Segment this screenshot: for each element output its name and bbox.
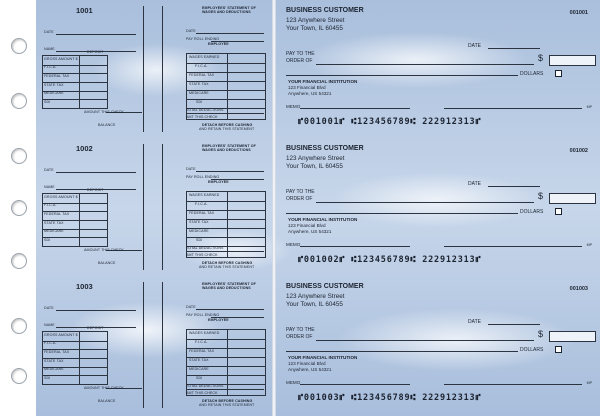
mp-label: MP [586,381,592,385]
fica-label: F.I.C.A. [44,203,57,207]
wages-earned-label: WAGES EARNED [189,55,220,59]
statement-title: EMPLOYEES' STATEMENT OF [202,282,256,286]
pay-roll-ending-label: PAY ROLL ENDING [186,313,220,317]
sdi-label: SDI [44,100,51,104]
employee-label: EMPLOYEE [208,42,229,46]
bank-address-line1: 123 Financial Blvd [288,223,326,228]
wages-state-label: STATE TAX [189,82,209,86]
order-of-label: ORDER OF [286,58,313,64]
wages-fica-label: F.I.C.A. [195,340,208,344]
bank-address-line1: 123 Financial Blvd [288,361,326,366]
mp-label: MP [586,105,592,109]
business-name: BUSINESS CUSTOMER [286,145,364,152]
date-label: DATE [468,319,481,325]
retain-instruction: AND RETAIN THIS STATEMENT [199,403,255,407]
amount-box [549,55,596,66]
state-tax-label: STATE TAX [44,359,64,363]
statement-title: EMPLOYEES' STATEMENT OF [202,6,256,10]
detach-instruction: DETACH BEFORE CASHING [202,261,253,265]
dollar-sign: $ [538,191,544,201]
detach-instruction: DETACH BEFORE CASHING [202,123,253,127]
stub-deposit-label: DEPOSIT [87,188,104,192]
stub-date-label: DATE [44,168,54,172]
wages-fica-label: F.I.C.A. [195,64,208,68]
dollar-sign: $ [538,53,544,63]
stub-column [36,0,272,416]
total-deductions-label: TOTAL DEDUCTIONS [186,246,224,250]
amt-this-check-label: AMT THIS CHECK [186,253,218,257]
sdi-label: SDI [44,376,51,380]
employee-label: EMPLOYEE [208,318,229,322]
state-tax-label: STATE TAX [44,221,64,225]
payroll-stub [36,0,272,138]
stub-date-label: DATE [44,306,54,310]
right-date-label: DATE [186,305,196,309]
balance-label: BALANCE [98,123,116,127]
bank-address-line2: Anywhere, US 54321 [288,91,332,96]
business-address-line2: Your Town, IL 60455 [286,301,343,308]
binder-hole [11,93,27,109]
detach-instruction: DETACH BEFORE CASHING [202,399,253,403]
business-name: BUSINESS CUSTOMER [286,283,364,290]
wages-medicare-label: MEDICARE [189,229,209,233]
dollar-sign: $ [538,329,544,339]
payroll-stub [36,276,272,414]
mp-label: MP [586,243,592,247]
bank-name: YOUR FINANCIAL INSTITUTION [288,79,358,84]
deduction-table [42,331,108,385]
amt-this-check-label: AMT THIS CHECK [186,115,218,119]
wages-sdi-label: SDI [196,100,203,104]
payroll-stub [36,138,272,276]
wages-sdi-label: SDI [196,238,203,242]
pay-to-label: PAY TO THE [286,189,315,195]
total-deductions-label: TOTAL DEDUCTIONS [186,384,224,388]
bank-name: YOUR FINANCIAL INSTITUTION [288,217,358,222]
stub-deposit-label: DEPOSIT [87,326,104,330]
medicare-label: MEDICARE [44,367,64,371]
medicare-label: MEDICARE [44,91,64,95]
memo-label: MEMO [286,380,301,385]
stub-date-label: DATE [44,30,54,34]
employee-label: EMPLOYEE [208,180,229,184]
bank-address-line2: Anywhere, US 54321 [288,229,332,234]
wages-medicare-label: MEDICARE [189,91,209,95]
order-of-label: ORDER OF [286,196,313,202]
wages-earned-label: WAGES EARNED [189,331,220,335]
retain-instruction: AND RETAIN THIS STATEMENT [199,265,255,269]
check-sheet [36,0,600,416]
statement-subtitle: WAGES AND DEDUCTIONS [202,148,251,152]
binder-hole [11,38,27,54]
wages-federal-label: FEDERAL TAX [189,73,215,77]
gross-amount-label: GROSS AMOUNT $ [44,333,78,337]
balance-label: BALANCE [98,399,116,403]
binder-hole [11,200,27,216]
check [276,276,600,414]
pay-roll-ending-label: PAY ROLL ENDING [186,175,220,179]
micr-line: ⑈001002⑈ ⑆123456789⑆ 222912313⑈ [298,255,482,265]
security-lock-icon [555,70,562,77]
wages-sdi-label: SDI [196,376,203,380]
memo-label: MEMO [286,104,301,109]
stub-deposit-label: DEPOSIT [87,50,104,54]
check-number: 001002 [569,148,588,154]
order-of-label: ORDER OF [286,334,313,340]
wages-federal-label: FEDERAL TAX [189,349,215,353]
amount-box [549,331,596,342]
sdi-label: SDI [44,238,51,242]
total-deductions-label: TOTAL DEDUCTIONS [186,108,224,112]
gross-amount-label: GROSS AMOUNT $ [44,57,78,61]
business-address-line2: Your Town, IL 60455 [286,163,343,170]
pay-to-label: PAY TO THE [286,327,315,333]
micr-line: ⑈001001⑈ ⑆123456789⑆ 222912313⑈ [298,117,482,127]
bank-address-line2: Anywhere, US 54321 [288,367,332,372]
check-number: 001003 [569,286,588,292]
federal-tax-label: FEDERAL TAX [44,212,70,216]
amount-this-check-label: AMOUNT THIS CHECK [84,248,124,252]
federal-tax-label: FEDERAL TAX [44,350,70,354]
deduction-table [42,193,108,247]
security-lock-icon [555,346,562,353]
retain-instruction: AND RETAIN THIS STATEMENT [199,127,255,131]
state-tax-label: STATE TAX [44,83,64,87]
wages-medicare-label: MEDICARE [189,367,209,371]
amount-this-check-label: AMOUNT THIS CHECK [84,110,124,114]
stub-number: 1001 [76,6,93,15]
check [276,0,600,138]
binder-hole [11,148,27,164]
date-label: DATE [468,181,481,187]
check [276,138,600,276]
micr-line: ⑈001003⑈ ⑆123456789⑆ 222912313⑈ [298,393,482,403]
stub-number: 1003 [76,282,93,291]
dollars-label: DOLLARS [520,209,544,215]
amount-box [549,193,596,204]
fica-label: F.I.C.A. [44,341,57,345]
check-number: 001001 [569,10,588,16]
business-address-line1: 123 Anywhere Street [286,155,345,162]
gross-amount-label: GROSS AMOUNT $ [44,195,78,199]
wages-state-label: STATE TAX [189,358,209,362]
memo-label: MEMO [286,242,301,247]
business-name: BUSINESS CUSTOMER [286,7,364,14]
stub-name-label: NAME [44,323,55,327]
federal-tax-label: FEDERAL TAX [44,74,70,78]
business-address-line2: Your Town, IL 60455 [286,25,343,32]
right-date-label: DATE [186,167,196,171]
binder-hole [11,253,27,269]
stub-name-label: NAME [44,47,55,51]
business-address-line1: 123 Anywhere Street [286,17,345,24]
deduction-table [42,55,108,109]
bank-address-line1: 123 Financial Blvd [288,85,326,90]
amount-this-check-label: AMOUNT THIS CHECK [84,386,124,390]
statement-title: EMPLOYEES' STATEMENT OF [202,144,256,148]
balance-label: BALANCE [98,261,116,265]
dollars-label: DOLLARS [520,347,544,353]
statement-subtitle: WAGES AND DEDUCTIONS [202,10,251,14]
right-date-label: DATE [186,29,196,33]
business-address-line1: 123 Anywhere Street [286,293,345,300]
statement-subtitle: WAGES AND DEDUCTIONS [202,286,251,290]
binder-margin [0,0,36,416]
binder-hole [11,318,27,334]
pay-to-label: PAY TO THE [286,51,315,57]
amt-this-check-label: AMT THIS CHECK [186,391,218,395]
stub-name-label: NAME [44,185,55,189]
stub-number: 1002 [76,144,93,153]
security-lock-icon [555,208,562,215]
date-label: DATE [468,43,481,49]
bank-name: YOUR FINANCIAL INSTITUTION [288,355,358,360]
pay-roll-ending-label: PAY ROLL ENDING [186,37,220,41]
fica-label: F.I.C.A. [44,65,57,69]
medicare-label: MEDICARE [44,229,64,233]
wages-state-label: STATE TAX [189,220,209,224]
wages-fica-label: F.I.C.A. [195,202,208,206]
wages-federal-label: FEDERAL TAX [189,211,215,215]
wages-earned-label: WAGES EARNED [189,193,220,197]
check-column [276,0,600,416]
dollars-label: DOLLARS [520,71,544,77]
binder-hole [11,368,27,384]
